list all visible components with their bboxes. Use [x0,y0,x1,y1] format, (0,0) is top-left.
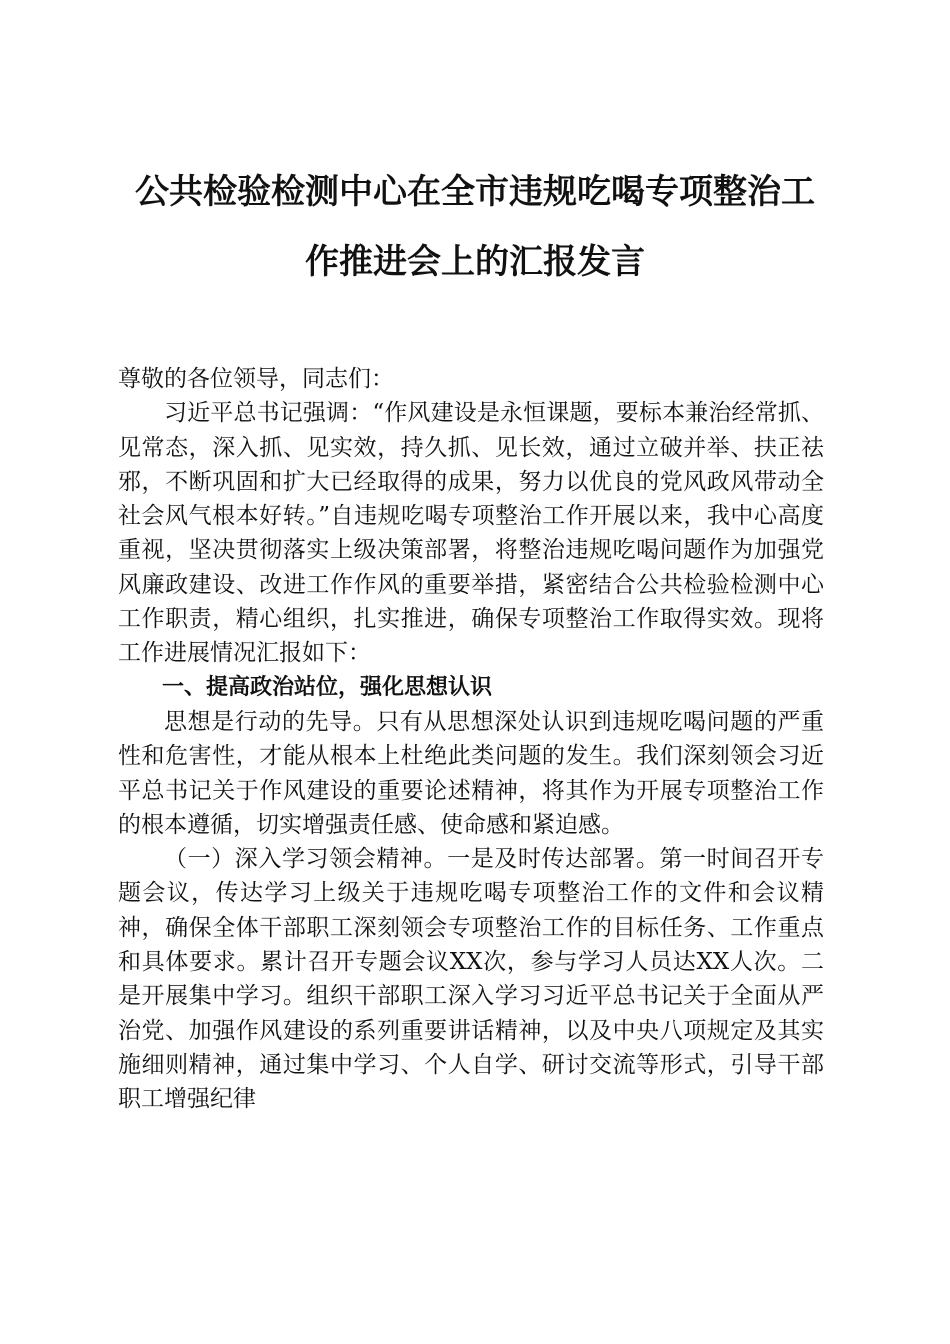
paragraph-section-1: 思想是行动的先导。只有从思想深处认识到违规吃喝问题的严重性和危害性，才能从根本上杜绝此类问题的发生。我们深刻领会习近平总书记关于作风建设的重要论述精神，将其作为开展专项整治工作的根本遵循，切实增强责任感、使命感和紧迫感。 [118,708,824,838]
document-body [118,362,824,1117]
paragraph-subsection-1: （一）深入学习领会精神。一是及时传达部署。第一时间召开专题会议，传达学习上级关于违规吃喝专项整治工作的文件和会议精神，确保全体干部职工深刻领会专项整治工作的目标任务、工作重点和具体要求。累计召开专题会议XX次，参与学习人员达XX人次。二是开展集中学习。组织干部职工深入学习习近平总书记关于全面从严治党、加强作风建设的系列重要讲话精神，以及中央八项规定及其实施细则精神，通过集中学习、个人自学、研讨交流等形式，引导干部职工增强纪律 [118,846,824,1113]
document-title-line-2: 作推进会上的汇报发言 [305,242,645,282]
salutation: 尊敬的各位领导，同志们： [118,366,394,392]
section-heading-1: 一、提高政治站位，强化思想认识 [162,674,493,700]
paragraph-intro: 习近平总书记强调：“作风建设是永恒课题，要标本兼治经常抓、见常态，深入抓、见实效，持久抓、见长效，通过立破并举、扶正祛邪，不断巩固和扩大已经取得的成果，努力以优良的党风政风带动全社会风气根本好转。”自违规吃喝专项整治工作开展以来，我中心高度重视，坚决贯彻落实上级决策部署，将整治违规吃喝问题作为加强党风廉政建设、改进工作作风的重要举措，紧密结合公共检验检测中心工作职责，精心组织，扎实推进，确保专项整治工作取得实效。现将工作进展情况汇报如下： [118,400,824,667]
document-title-line-1: 公共检验检测中心在全市违规吃喝专项整治工 [135,172,815,212]
